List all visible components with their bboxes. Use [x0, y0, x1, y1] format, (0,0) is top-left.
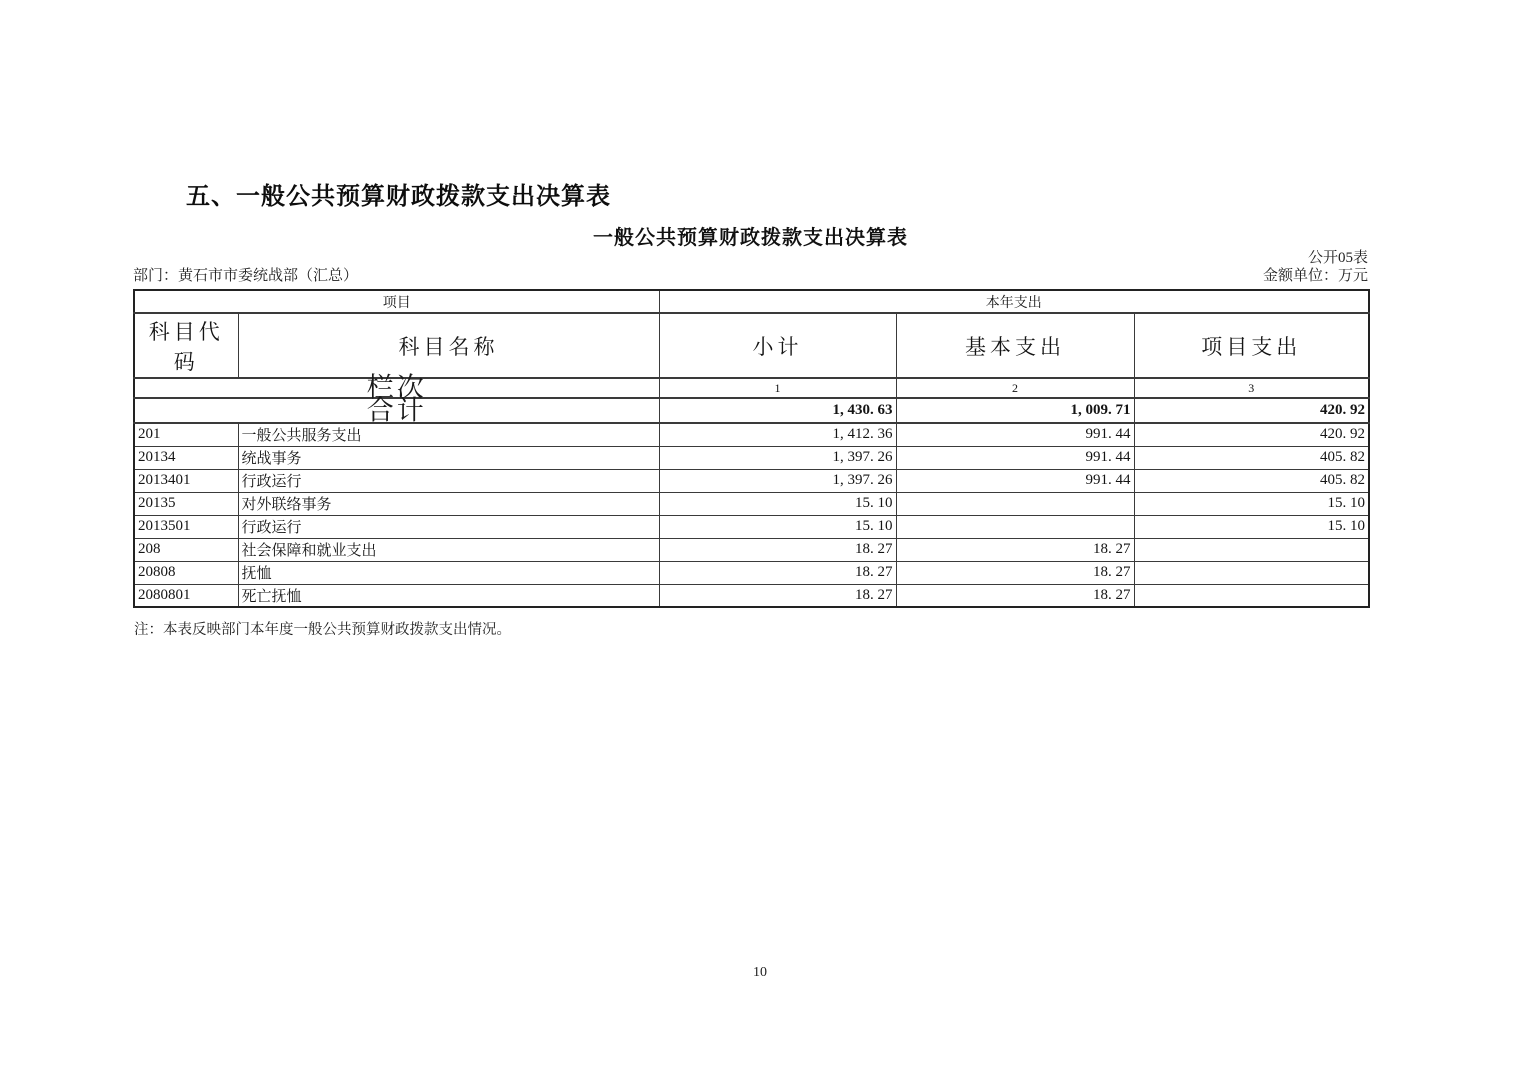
section-heading: 五、一般公共预算财政拨款支出决算表: [186, 183, 611, 210]
col-header-subtotal: 小计: [659, 313, 896, 378]
cell-name: 统战事务: [238, 446, 659, 469]
cell-basic: 18. 27: [896, 584, 1134, 607]
cell-basic: [896, 515, 1134, 538]
cell-name: 一般公共服务支出: [238, 423, 659, 446]
cell-basic: 991. 44: [896, 423, 1134, 446]
form-code: 公开05表: [1307, 250, 1368, 266]
cell-code: 2013501: [134, 515, 238, 538]
cell-basic: 18. 27: [896, 561, 1134, 584]
page-number: 10: [753, 965, 767, 980]
cell-basic: 18. 27: [896, 538, 1134, 561]
table-row: [134, 538, 1369, 561]
cell-code: 208: [134, 538, 238, 561]
header-group-current-year-expenditure: 本年支出: [659, 290, 1369, 313]
column-index-label: 栏次: [366, 372, 427, 403]
header-group-project: 项目: [134, 290, 659, 313]
department-label: 部门：黄石市市委统战部（汇总）: [133, 268, 359, 284]
cell-code: 2013401: [134, 469, 238, 492]
table-row: [134, 469, 1369, 492]
cell-project: 420. 92: [1134, 423, 1369, 446]
col-header-subject-code: 科目代码: [134, 313, 238, 378]
table-header-row: [134, 313, 1369, 378]
cell-name: 死亡抚恤: [238, 584, 659, 607]
cell-subtotal: 1, 412. 36: [659, 423, 896, 446]
cell-subtotal: 1, 397. 26: [659, 469, 896, 492]
cell-project: [1134, 584, 1369, 607]
expenditure-table: [133, 289, 1370, 608]
cell-subtotal: 18. 27: [659, 538, 896, 561]
cell-project: 405. 82: [1134, 446, 1369, 469]
cell-code: 20134: [134, 446, 238, 469]
column-index-3: 3: [1134, 378, 1369, 398]
cell-basic: [896, 492, 1134, 515]
column-index-2: 2: [896, 378, 1134, 398]
cell-subtotal: 15. 10: [659, 515, 896, 538]
total-basic: 1, 009. 71: [896, 398, 1134, 423]
col-header-basic-expenditure: 基本支出: [896, 313, 1134, 378]
total-subtotal: 1, 430. 63: [659, 398, 896, 423]
cell-subtotal: 15. 10: [659, 492, 896, 515]
cell-basic: 991. 44: [896, 446, 1134, 469]
cell-name: 行政运行: [238, 515, 659, 538]
table-row: [134, 423, 1369, 446]
cell-name: 行政运行: [238, 469, 659, 492]
table-group-header-row: [134, 290, 1369, 313]
col-header-project-expenditure: 项目支出: [1134, 313, 1369, 378]
cell-project: 15. 10: [1134, 515, 1369, 538]
table-row: [134, 561, 1369, 584]
column-index-row: [134, 378, 1369, 398]
cell-subtotal: 18. 27: [659, 561, 896, 584]
table-row: [134, 492, 1369, 515]
column-index-1: 1: [659, 378, 896, 398]
col-header-subject-name: 科目名称: [238, 313, 659, 378]
cell-project: 405. 82: [1134, 469, 1369, 492]
table-row: [134, 584, 1369, 607]
total-row: [134, 398, 1369, 423]
cell-name: 对外联络事务: [238, 492, 659, 515]
cell-subtotal: 18. 27: [659, 584, 896, 607]
table-row: [134, 446, 1369, 469]
cell-code: 201: [134, 423, 238, 446]
cell-code: 20808: [134, 561, 238, 584]
cell-code: 20135: [134, 492, 238, 515]
cell-subtotal: 1, 397. 26: [659, 446, 896, 469]
cell-project: 15. 10: [1134, 492, 1369, 515]
cell-basic: 991. 44: [896, 469, 1134, 492]
cell-name: 抚恤: [238, 561, 659, 584]
cell-name: 社会保障和就业支出: [238, 538, 659, 561]
cell-project: [1134, 561, 1369, 584]
unit-label: 金额单位：万元: [1262, 268, 1368, 284]
table-meta-row: [133, 264, 1368, 285]
total-label-cell: [134, 395, 659, 425]
table-note: 注：本表反映部门本年度一般公共预算财政拨款支出情况。: [134, 622, 511, 638]
cell-project: [1134, 538, 1369, 561]
table-title: 一般公共预算财政拨款支出决算表: [593, 227, 908, 249]
total-label: 合计: [366, 395, 427, 425]
cell-code: 2080801: [134, 584, 238, 607]
table-row: [134, 515, 1369, 538]
total-project: 420. 92: [1134, 398, 1369, 423]
